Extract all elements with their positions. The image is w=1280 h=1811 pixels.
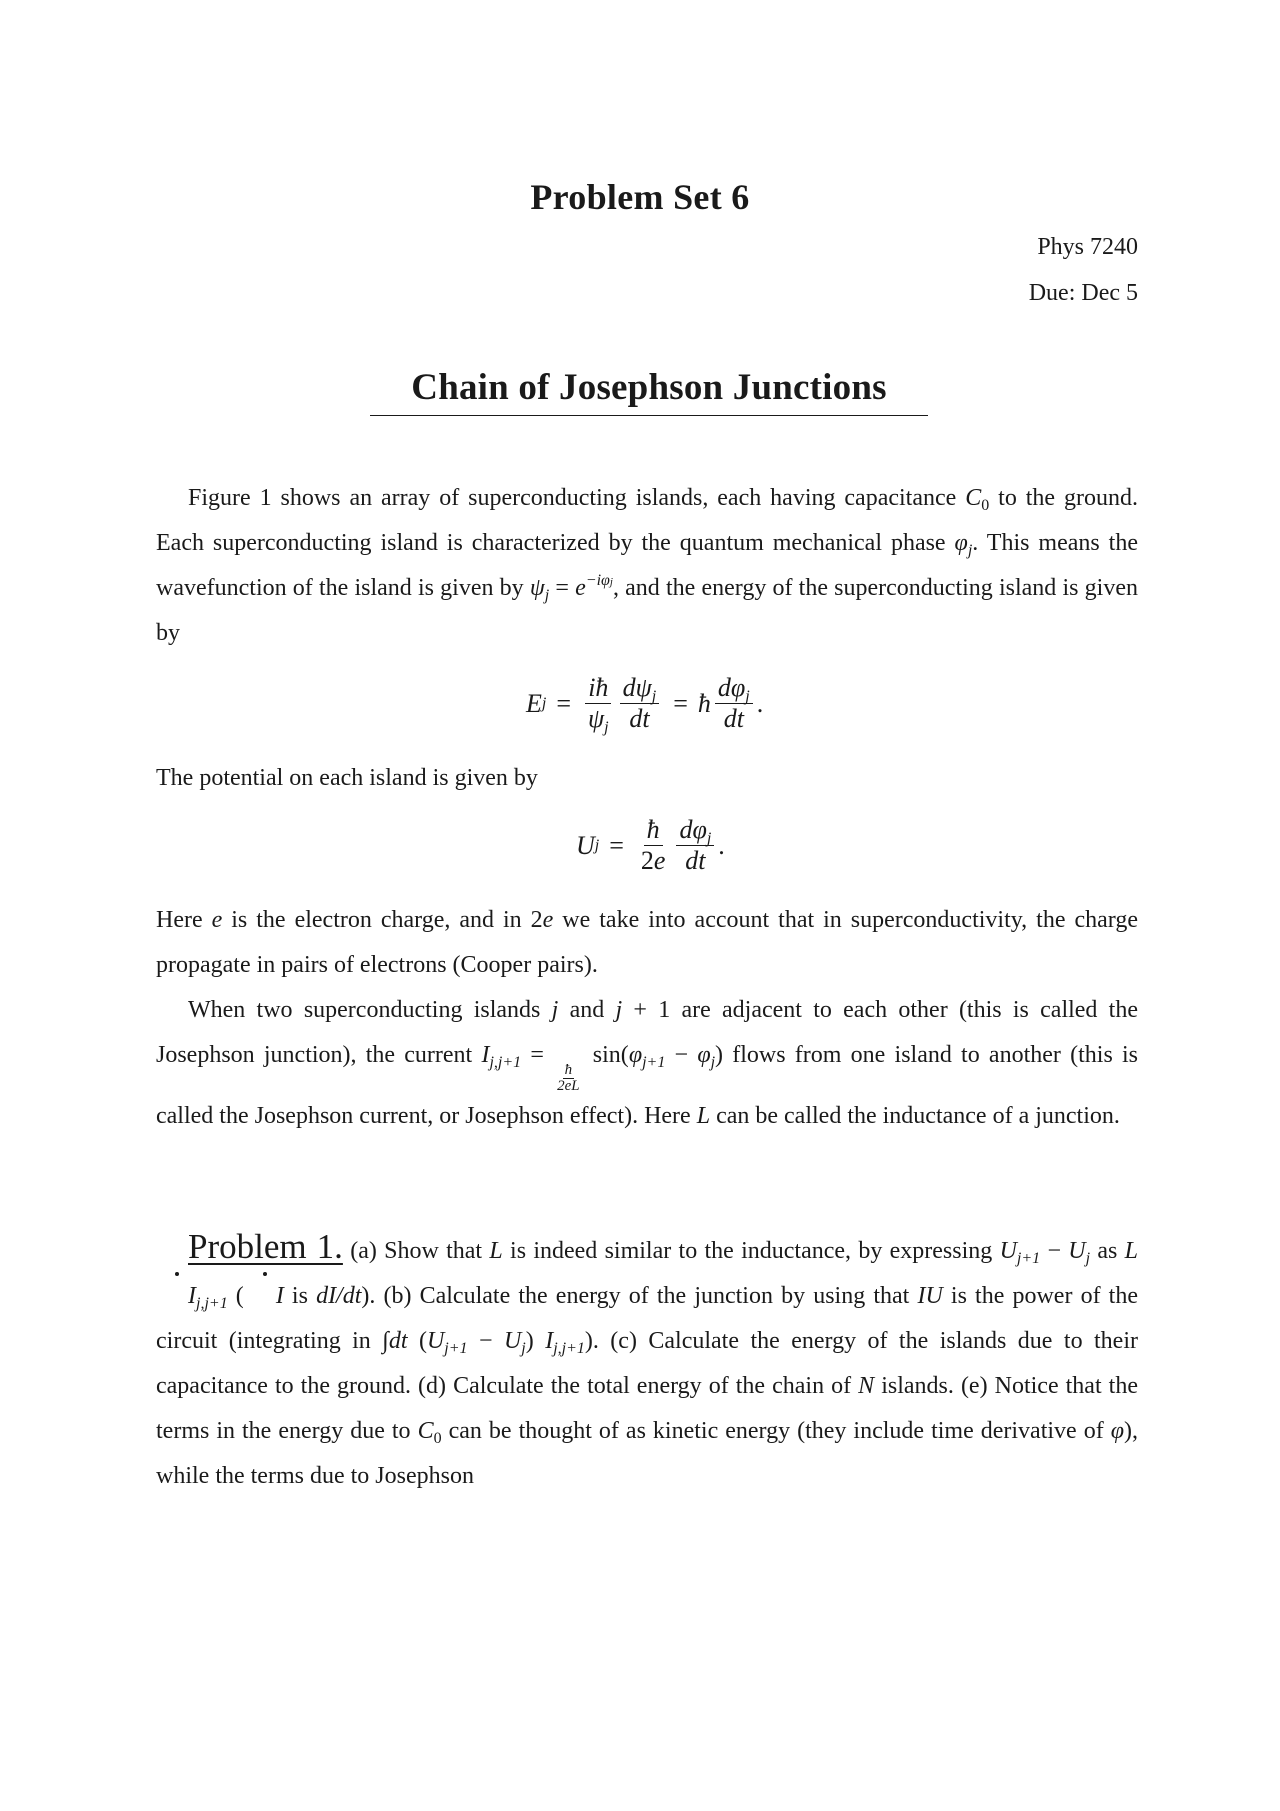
math-subscript: j (544, 587, 550, 604)
math-subscript: j (609, 576, 613, 588)
math-equals: = (549, 575, 576, 601)
math-subscript: j (967, 542, 973, 559)
text: ). (b) Calculate the energy of the junction by using that (361, 1283, 918, 1309)
math-phi: φ (954, 530, 968, 556)
math-subscript: j (745, 688, 750, 705)
text: islands. (e) Notice that the terms in the energy due to (156, 1373, 1138, 1444)
math-dpsi: dψ (622, 673, 652, 702)
intro-paragraph-2 (156, 756, 1138, 801)
math-U: U (503, 1328, 522, 1354)
math-subscript: j+1 (1016, 1250, 1041, 1267)
math-subscript: j (651, 688, 657, 705)
math-exponent: −iφ (585, 572, 610, 589)
math-paren: ) (715, 1042, 724, 1068)
problem-set-title: Problem Set 6 (530, 177, 750, 217)
math-I: I (545, 1328, 554, 1354)
math-j: j (615, 997, 623, 1023)
math-equals: = (521, 1042, 554, 1068)
math-sin: sin( (583, 1042, 629, 1068)
math-dI-dt: dI/dt (316, 1283, 362, 1309)
math-equals: = (673, 688, 688, 718)
text: can be thought of as kinetic energy (they include time derivative of (441, 1418, 1111, 1444)
math-subscript: j (706, 830, 712, 847)
math-subscript: j,j+1 (196, 1295, 228, 1312)
math-subscript: 0 (433, 1430, 442, 1447)
math-minus: − (467, 1328, 504, 1354)
fraction (585, 673, 612, 734)
math-U: U (999, 1238, 1017, 1264)
text: Figure 1 shows an array of superconducting islands, each having capacitance (188, 485, 966, 511)
math-plus-one: + 1 (622, 997, 671, 1023)
fraction (715, 673, 753, 734)
text: ( (227, 1283, 244, 1309)
math-N: N (858, 1373, 875, 1399)
math-minus: − (1040, 1238, 1069, 1264)
math-hbar: ħ (697, 688, 711, 718)
math-U: U (426, 1328, 445, 1354)
math-subscript: j,j+1 (553, 1340, 585, 1357)
denominator: dt (723, 704, 744, 733)
denominator: 2e (640, 846, 666, 875)
fraction (676, 815, 714, 876)
math-I-dot: I (156, 1274, 196, 1319)
inline-fraction (555, 1063, 582, 1094)
math-subscript: j (710, 1054, 716, 1071)
text: ( (407, 1328, 427, 1354)
text: is indeed similar to the inductance, by expressing (502, 1238, 1000, 1264)
math-L: L (489, 1238, 503, 1264)
math-subscript: j (604, 719, 609, 736)
math-phi: φ (628, 1042, 643, 1068)
text: is the power of the circuit (integrating in (156, 1283, 1138, 1354)
math-subscript: j,j+1 (489, 1054, 522, 1071)
text: is (283, 1283, 317, 1309)
text: flows from one island to another (this is called the Josephson current, or Josephson effect). Here (156, 1042, 1138, 1129)
math-e: e (211, 907, 223, 933)
math-I: I (481, 1042, 490, 1068)
text: ) (525, 1328, 546, 1354)
math-L: L (1124, 1238, 1139, 1264)
numerator (715, 673, 753, 704)
equation-potential: U j = $\frac{ħ}{2e}$ $\frac{d\varphi_j}{dt}$ . (576, 815, 725, 875)
math-IU: IU (917, 1283, 943, 1309)
math-integral: ∫ (382, 1328, 389, 1354)
math-E: E (526, 688, 542, 718)
text: can be called the inductance of a junction. (710, 1103, 1120, 1129)
math-subscript: j+1 (642, 1054, 666, 1071)
math-j: j (551, 997, 559, 1023)
math-equals: = (556, 688, 572, 718)
math-U: U (576, 830, 595, 860)
equation-energy: E j = $\frac{iħ}{\psi_j}$ $\frac{d\psi_j}{dt}$ = ħ $\frac{d\varphi_j}{dt}$ . (526, 673, 764, 736)
numerator (620, 673, 660, 704)
math-superscript (586, 572, 613, 589)
math-e: e (542, 907, 554, 933)
problem-1 (156, 1224, 1138, 1499)
math-capacitance: C (965, 485, 982, 511)
math-subscript: 0 (981, 497, 990, 514)
text: to the ground. Each superconducting island is characterized by the quantum mechanical phase (156, 485, 1138, 556)
math-dphi: dφ (679, 815, 707, 844)
math-phi: φ (1110, 1418, 1124, 1444)
math-subscript: j+1 (444, 1340, 468, 1357)
math-minus: − (665, 1042, 698, 1068)
denominator: dt (685, 846, 706, 875)
math-equals: = (609, 830, 624, 860)
math-subscript: j (521, 1340, 526, 1357)
math-dt: dt (388, 1328, 408, 1354)
fraction (638, 815, 669, 876)
math-psi: ψ (529, 575, 545, 601)
text: we take into account that in superconductivity, the charge propagate in pairs of electrons (Cooper pairs). (156, 907, 1138, 978)
text: (a) Show that (342, 1238, 490, 1264)
math-C: C (417, 1418, 434, 1444)
math-dphi: dφ (717, 673, 746, 702)
math-phi: φ (697, 1042, 711, 1068)
numerator: iħ (585, 673, 611, 704)
text: ), while the terms due to Josephson (156, 1418, 1138, 1489)
math-U: U (1068, 1238, 1086, 1264)
math-psi: ψ (588, 704, 605, 733)
due-date: Due: Dec 5 (1028, 280, 1138, 306)
math-e: e (575, 575, 586, 601)
text: ). (c) Calculate the energy of the islands due to their capacitance to the ground. (d) Calculate the total energy of the chain of (156, 1328, 1138, 1399)
numerator (676, 815, 714, 846)
text: and (558, 997, 616, 1023)
course-number: Phys 7240 (1037, 234, 1138, 260)
fraction (620, 673, 660, 734)
denominator: dt (629, 704, 650, 733)
math-L: L (696, 1103, 711, 1129)
numerator: ħ (644, 815, 663, 846)
math-I-dot: I (244, 1274, 284, 1319)
intro-paragraph-3 (156, 898, 1138, 1139)
numerator: ħ (564, 1062, 573, 1078)
text: as (1090, 1238, 1125, 1264)
text: . This means the wavefunction of the island is given by (156, 530, 1139, 601)
math-period: . (756, 688, 764, 718)
intro-paragraph-4 (156, 988, 1138, 1139)
math-period: . (718, 830, 725, 860)
text: Here (156, 907, 212, 933)
denominator: 2eL (557, 1078, 580, 1094)
text: The potential on each island is given by (156, 765, 538, 791)
intro-paragraph-1 (156, 476, 1138, 656)
text: When two superconducting islands (188, 997, 552, 1023)
text: is the electron charge, and in 2 (222, 907, 543, 933)
math-subscript: j (1085, 1250, 1091, 1267)
text: , and the energy of the superconducting island is given by (156, 575, 1138, 646)
section-title: Chain of Josephson Junctions (370, 366, 928, 416)
text: are adjacent to each other (this is called the Josephson junction), the current (156, 997, 1139, 1068)
denominator (585, 704, 612, 734)
problem-1-label: Problem 1. (188, 1227, 343, 1266)
